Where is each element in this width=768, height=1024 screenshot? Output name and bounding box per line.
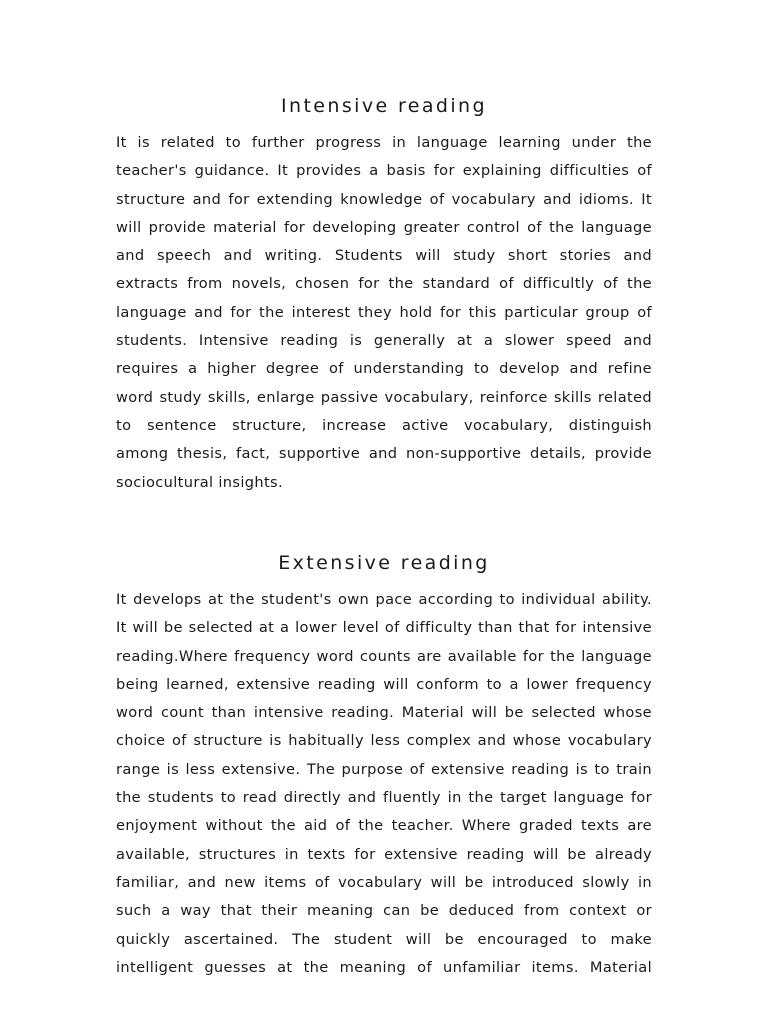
paragraph-line: language and for the interest they hold for this particular group of [116,303,652,321]
paragraph-line: It will be selected at a lower level of difficulty than that for intensive [116,619,652,637]
paragraph-line: sociocultural insights. [116,473,283,491]
paragraph-line: requires a higher degree of understanding to develop and refine [116,360,652,378]
section-heading: Intensive reading [281,95,487,117]
paragraph-line: familiar, and new items of vocabulary will be introduced slowly in [116,873,652,891]
paragraph-line: students. Intensive reading is generally at a slower speed and [116,332,652,350]
paragraph-line: among thesis, fact, supportive and non-supportive details, provide [116,445,652,463]
section-intensive-reading [116,92,652,497]
paragraph [116,586,652,982]
paragraph-line: choice of structure is habitually less complex and whose vocabulary [116,732,652,750]
paragraph-line: intelligent guesses at the meaning of unfamiliar items. Material [116,958,652,976]
paragraph-line: It is related to further progress in language learning under the [116,134,652,151]
paragraph-line: will provide material for developing greater control of the language [116,218,652,236]
paragraph-line: structure and for extending knowledge of vocabulary and idioms. It [116,190,652,208]
paragraph-line: word count than intensive reading. Material will be selected whose [116,704,652,722]
paragraph-line: enjoyment without the aid of the teacher. Where graded texts are [116,817,652,835]
paragraph-line: such a way that their meaning can be deduced from context or [116,902,652,920]
paragraph-line: the students to read directly and fluently in the target language for [116,789,652,807]
paragraph-line: available, structures in texts for extensive reading will be already [116,845,652,863]
paragraph-line: range is less extensive. The purpose of extensive reading is to train [116,760,652,778]
paragraph-line: being learned, extensive reading will conform to a lower frequency [116,675,652,693]
section-extensive-reading [116,549,652,982]
paragraph [116,129,652,497]
paragraph-line: and speech and writing. Students will study short stories and [116,247,652,265]
paragraph-line: It develops at the student's own pace according to individual ability. [116,591,652,608]
paragraph-line: to sentence structure, increase active vocabulary, distinguish [116,416,652,434]
paragraph-line: teacher's guidance. It provides a basis for explaining difficulties of [116,162,652,180]
section-heading: Extensive reading [278,552,490,574]
paragraph-line: reading.Where frequency word counts are available for the language [116,647,652,665]
paragraph-line: extracts from novels, chosen for the standard of difficultly of the [116,275,652,293]
paragraph-line: word study skills, enlarge passive vocabulary, reinforce skills related [116,388,652,406]
paragraph-line: quickly ascertained. The student will be encouraged to make [116,930,652,948]
